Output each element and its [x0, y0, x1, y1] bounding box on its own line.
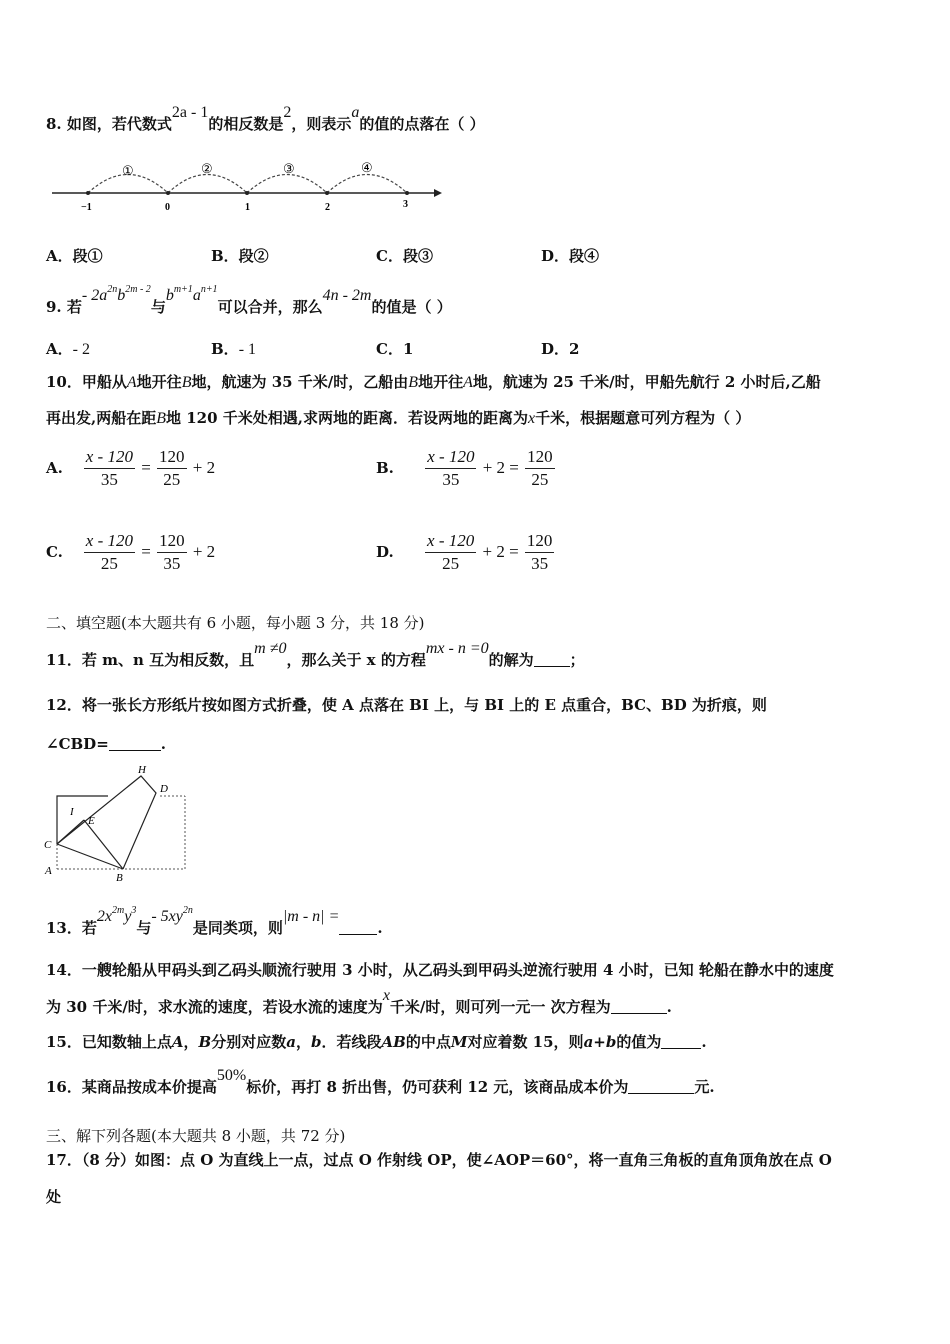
q10-stem-line1: 10．甲船从A地开往B地，航速为 35 千米/时，乙船由B地开往A地，航速为 25 千米/时，甲船先航行 2 小时后,乙船 — [46, 373, 821, 391]
q17-stem-line2: 处 — [46, 1188, 62, 1206]
tick-label-0: 0 — [165, 202, 170, 213]
fig-label-h: H — [138, 764, 146, 776]
fig-label-c: C — [44, 839, 52, 851]
q13-stem: 13．若$2x^{2m}y^3$与- $5xy^{2n}$是同类项，则|m - n| =. — [46, 905, 383, 937]
tick-label-2: 2 — [325, 202, 330, 213]
q9-option-b[interactable]: B．- 1 — [211, 340, 257, 358]
tick-label-neg1: −1 — [81, 202, 92, 213]
q9-option-a[interactable]: A．- 2 — [46, 340, 90, 358]
q14-stem-line2: 为 30 千米/时，求水流的速度，若设水流的速度为x千米/时，则可列一元一 次方程为 . — [46, 987, 672, 1016]
q14-answer-blank[interactable] — [611, 999, 667, 1014]
q12-answer-blank[interactable] — [109, 736, 161, 751]
section-2-heading: 二、填空题(本大题共有 6 小题，每小题 3 分，共 18 分) — [46, 614, 425, 632]
q8-option-d[interactable]: D．段④ — [541, 247, 600, 265]
q16-stem: 16．某商品按成本价提高50%标价，再打 8 折出售，仍可获利 12 元，该商品成本价为 元. — [46, 1067, 715, 1096]
tick-label-3: 3 — [403, 199, 408, 210]
fig-label-b: B — [116, 872, 123, 884]
q10-option-a[interactable]: A. $\frac{x - 120}{35}$ = $\frac{120}{25}$ + 2 — [46, 446, 216, 489]
q10-option-d[interactable]: D. $\frac{x - 120}{25}$ + 2 = $\frac{120}{35}$ — [376, 530, 553, 573]
q12-stem-line2: ∠CBD= . — [46, 735, 166, 753]
seg-label-4: ④ — [361, 160, 373, 175]
q11-answer-blank[interactable] — [534, 652, 570, 667]
number-line-figure — [50, 158, 450, 216]
q8-stem: 8. 如图，若代数式2a - 1的相反数是2，则表示a的值的点落在（ ） — [46, 104, 485, 133]
section-3-heading: 三、解下列各题(本大题共 8 小题，共 72 分) — [46, 1127, 346, 1145]
q10-stem-line2: 再出发,两船在距B地 120 千米处相遇,求两地的距离．若设两地的距离为x千米，根据题意可列方程为（ ） — [46, 409, 751, 427]
fig-label-e: E — [88, 815, 95, 827]
q9-stem: 9. 若- $2a^{2n}b^{2m - 2}$与$b^{m+1}a^{n+1}$可以合并，那么4n - 2m的值是（ ） — [46, 284, 452, 316]
seg-label-1: ① — [122, 163, 134, 178]
q8-option-c[interactable]: C．段③ — [376, 247, 433, 265]
q15-stem: 15．已知数轴上点A，B分别对应数a，b．若线段AB的中点M对应着数 15，则a+b的值为 . — [46, 1033, 707, 1051]
q13-answer-blank[interactable] — [339, 920, 377, 935]
q11-stem: 11．若 m、n 互为相反数，且m ≠0，那么关于 x 的方程mx - n =0的解为 ； — [46, 640, 585, 669]
q8-option-a[interactable]: A．段① — [46, 247, 103, 265]
seg-label-2: ② — [201, 161, 213, 176]
seg-label-3: ③ — [283, 161, 295, 176]
q8-option-b[interactable]: B．段② — [211, 247, 269, 265]
q9-option-c[interactable]: C．1 — [376, 340, 414, 358]
fig-label-d: D — [160, 783, 168, 795]
q10-option-c[interactable]: C. $\frac{x - 120}{25}$ = $\frac{120}{35}$ + 2 — [46, 530, 216, 573]
folding-figure — [40, 760, 200, 885]
tick-label-1: 1 — [245, 202, 250, 213]
q12-stem-line1: 12．将一张长方形纸片按如图方式折叠，使 A 点落在 BI 上，与 BI 上的 E 点重合，BC、BD 为折痕，则 — [46, 696, 767, 714]
q9-option-d[interactable]: D．2 — [541, 340, 580, 358]
q16-answer-blank[interactable] — [628, 1079, 694, 1094]
q17-stem-line1: 17．（8 分）如图：点 O 为直线上一点，过点 O 作射线 OP，使∠AOP＝60°，将一直角三角板的直角顶角放在点 O — [46, 1151, 832, 1169]
q15-answer-blank[interactable] — [661, 1034, 701, 1049]
q10-option-b[interactable]: B. $\frac{x - 120}{35}$ + 2 = $\frac{120}{25}$ — [376, 446, 553, 489]
fig-label-a: A — [45, 865, 52, 877]
q14-stem-line1: 14．一艘轮船从甲码头到乙码头顺流行驶用 3 小时，从乙码头到甲码头逆流行驶用 4 小时，已知 轮船在静水中的速度 — [46, 961, 834, 979]
fig-label-i: I — [70, 806, 74, 818]
